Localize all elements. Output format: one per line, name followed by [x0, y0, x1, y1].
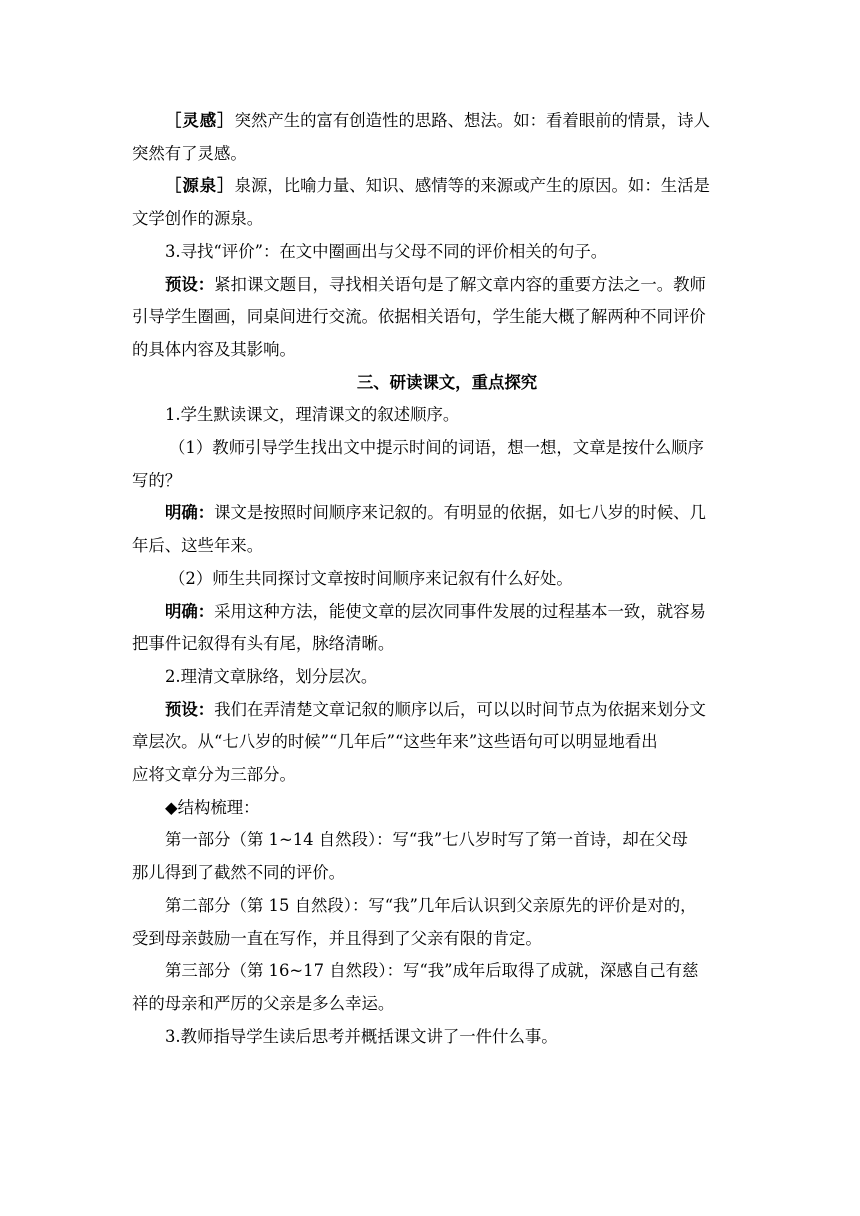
- preset-text: 我们在弄清楚文章记叙的顺序以后，可以以时间节点为依据来划分文: [214, 699, 706, 719]
- part-three: 第三部分（第 16~17 自然段）：写“我”成年后取得了成就，深感自己有慈: [165, 961, 699, 981]
- question-2: （2）师生共同探讨文章按时间顺序来记叙有什么好处。: [169, 568, 573, 588]
- term-linggan: ［灵感］: [165, 111, 235, 130]
- text-line: 年后、这些年来。: [132, 536, 264, 556]
- preset-text: 紧扣课文题目，寻找相关语句是了解文章内容的重要方法之一。教师: [214, 274, 706, 294]
- answer-text: 采用这种方法，能使文章的层次同事件发展的过程基本一致，就容易: [214, 601, 706, 621]
- text-line: 应将文章分为三部分。: [132, 765, 296, 785]
- structure-heading: ◆结构梳理：: [165, 797, 260, 817]
- step-find-evaluation: 3.寻找“评价”：在文中圈画出与父母不同的评价相关的句子。: [165, 241, 608, 261]
- answer-paragraph: [132, 497, 762, 530]
- text-line: 突然有了灵感。: [132, 143, 247, 163]
- part-two: 第二部分（第 15 自然段）：写“我”几年后认识到父亲原先的评价是对的，: [165, 895, 697, 915]
- text-line: 文学创作的源泉。: [132, 209, 264, 229]
- answer-label: 明确：: [165, 601, 215, 621]
- term-yuanquan: ［源泉］: [165, 176, 235, 196]
- document-body: [132, 105, 762, 1053]
- preset-label: 预设：: [165, 699, 215, 719]
- text-line: 引导学生圈画，同桌间进行交流。依据相关语句，学生能大概了解两种不同评价: [132, 307, 706, 327]
- preset-paragraph: [132, 269, 762, 302]
- step-summarize: 3.教师指导学生读后思考并概括课文讲了一件什么事。: [165, 1026, 558, 1046]
- preset-label: 预设：: [165, 274, 215, 294]
- text-line: 把事件记叙得有头有尾，脉络清晰。: [132, 634, 395, 654]
- section-heading: 三、研读课文，重点探究: [356, 372, 538, 392]
- definition-yuanquan: [132, 170, 762, 203]
- definition-linggan: [132, 105, 762, 138]
- part-one: 第一部分（第 1~14 自然段）：写“我”七八岁时写了第一首诗，却在父母: [165, 830, 688, 850]
- text-line: 受到母亲鼓励一直在写作，并且得到了父亲有限的肯定。: [132, 928, 542, 948]
- step-silent-reading: 1.学生默读课文，理清课文的叙述顺序。: [165, 405, 460, 425]
- preset-paragraph: [132, 694, 762, 727]
- answer-paragraph: [132, 596, 762, 629]
- text-line: 写的？: [132, 470, 182, 490]
- text-line: 的具体内容及其影响。: [132, 339, 296, 359]
- text-line: 祥的母亲和严厉的父亲是多么幸运。: [132, 993, 395, 1013]
- answer-label: 明确：: [165, 503, 215, 523]
- text-line: 那儿得到了截然不同的评价。: [132, 863, 346, 883]
- step-structure: 2.理清文章脉络，划分层次。: [165, 666, 378, 686]
- definition-text: 泉源，比喻力量、知识、感情等的来源或产生的原因。如：生活是: [234, 176, 710, 196]
- answer-text: 课文是按照时间顺序来记叙的。有明显的依据，如七八岁的时候、几: [214, 503, 706, 523]
- text-line: 章层次。从“七八岁的时候”“几年后”“这些年来”这些语句可以明显地看出: [132, 732, 658, 752]
- question-1: （1）教师引导学生找出文中提示时间的词语，想一想，文章是按什么顺序: [169, 438, 704, 458]
- definition-text: 突然产生的富有创造性的思路、想法。如：看着眼前的情景，诗人: [234, 111, 710, 130]
